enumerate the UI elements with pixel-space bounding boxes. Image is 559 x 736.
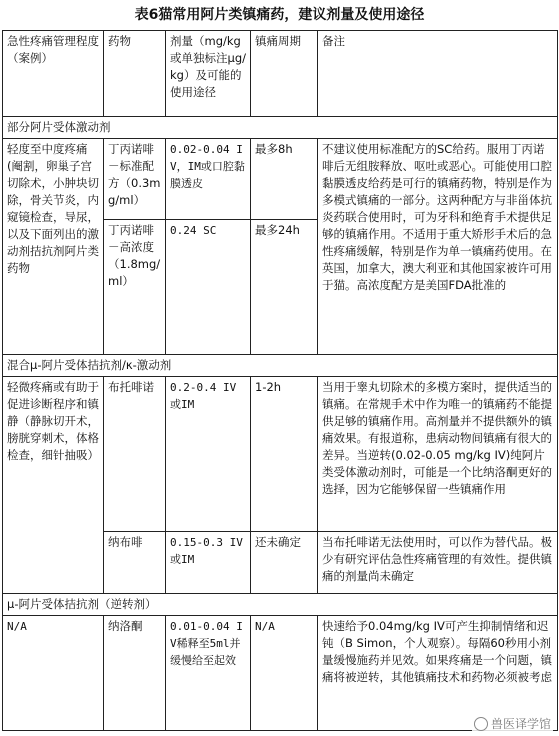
period-cell: 最多24h: [251, 220, 318, 355]
table-row: [3, 616, 558, 731]
dose-cell: 0.24 SC: [166, 220, 251, 355]
dose-cell: 0.2-0.4 IV或IM: [166, 377, 251, 532]
header-row: [3, 31, 558, 117]
case-mild-pain: 轻微疼痛或有助于促进诊断程序和镇静（静脉切开术，膀胱穿刺术，体格检查，细针抽吸）: [3, 377, 104, 594]
table-row: [3, 377, 558, 532]
case-na: N/A: [3, 616, 104, 731]
dose-cell: 0.01-0.04 IV稀释至5ml并缓慢给至起效: [166, 616, 251, 731]
header-case: 急性疼痛管理程度（案例）: [3, 31, 104, 117]
section-antagonist: μ-阿片受体拮抗剂（逆转剂）: [3, 594, 558, 616]
note-cell: 不建议使用标准配方的SC给药。服用丁丙诺啡后无组胺释放、呕吐或恶心。可能使用口腔黏膜透皮给药是可行的镇痛药物，特别是作为多模式镇痛的一部分。这两种配方与非甾体抗炎药联合使用时，可为牙科和绝育手术提供足够的镇痛作用。不适用于重大矫形手术后的急性疼痛缓解，特别是作为单一镇痛药使用。在英国，加拿大，澳大利亚和其他国家被许可用于猫。高浓度配方是美国FDA批准的: [318, 139, 558, 355]
drug-cell: 丁丙诺啡－标准配方（0.3mg/ml）: [104, 139, 166, 220]
header-dose: 剂量（mg/kg或单独标注μg/kg）及可能的使用途径: [166, 31, 251, 117]
header-drug: 药物: [104, 31, 166, 117]
opioid-table: [2, 30, 558, 731]
header-note: 备注: [318, 31, 558, 117]
drug-cell: 丁丙诺啡－高浓度（1.8mg/ml）: [104, 220, 166, 355]
note-cell: 当布托啡诺无法使用时，可以作为替代品。极少有研究评估急性疼痛管理的有效性。提供镇痛的剂量尚未确定: [318, 532, 558, 594]
note-cell: 当用于睾丸切除术的多模方案时，提供适当的镇痛。在常规手术中作为唯一的镇痛药不能提供足够的镇痛作用。高剂量并不提供额外的镇痛效果。有报道称，患病动物间镇痛有很大的差异。当逆转(0.02-0.05 mg/kg IV)纯阿片类受体激动剂时，可能是一个比纳洛酮更好的选择，因为它能够保留一些镇痛作用: [318, 377, 558, 532]
watermark-text: 兽医译学馆: [490, 717, 551, 731]
section-mixed: 混合μ-阿片受体拮抗剂/κ-激动剂: [3, 355, 558, 377]
period-cell: 1-2h: [251, 377, 318, 532]
section-partial-agonist: 部分阿片受体激动剂: [3, 117, 558, 139]
drug-cell: 布托啡诺: [104, 377, 166, 532]
table-title: 表6猫常用阿片类镇痛药，建议剂量及使用途径: [134, 7, 425, 23]
table-row: [3, 139, 558, 220]
period-cell: 还未确定: [251, 532, 318, 594]
watermark: [472, 715, 553, 732]
case-mild-moderate: 轻度至中度疼痛(阉割，卵巢子宫切除术，小肿块切除，骨关节炎，内窥镜检查，导尿，以及下面列出的激动剂拮抗剂阿片类药物: [3, 139, 104, 355]
note-cell: 快速给予0.04mg/kg IV可产生抑制情绪和迟钝（B Simon，个人观察）。每隔60秒用小剂量缓慢施药并见效。如果疼痛是一个问题，镇痛将被逆转，其他镇痛技术和药物必须被考虑: [318, 616, 558, 731]
wechat-icon: [474, 717, 488, 731]
section-row: [3, 355, 558, 377]
dose-cell: 0.15-0.3 IV或IM: [166, 532, 251, 594]
section-row: [3, 594, 558, 616]
drug-cell: 纳布啡: [104, 532, 166, 594]
period-cell: 最多8h: [251, 139, 318, 220]
period-cell: N/A: [251, 616, 318, 731]
section-row: [3, 117, 558, 139]
dose-cell: 0.02-0.04 IV，IM或口腔黏膜透皮: [166, 139, 251, 220]
drug-cell: 纳洛酮: [104, 616, 166, 731]
header-period: 镇痛周期: [251, 31, 318, 117]
